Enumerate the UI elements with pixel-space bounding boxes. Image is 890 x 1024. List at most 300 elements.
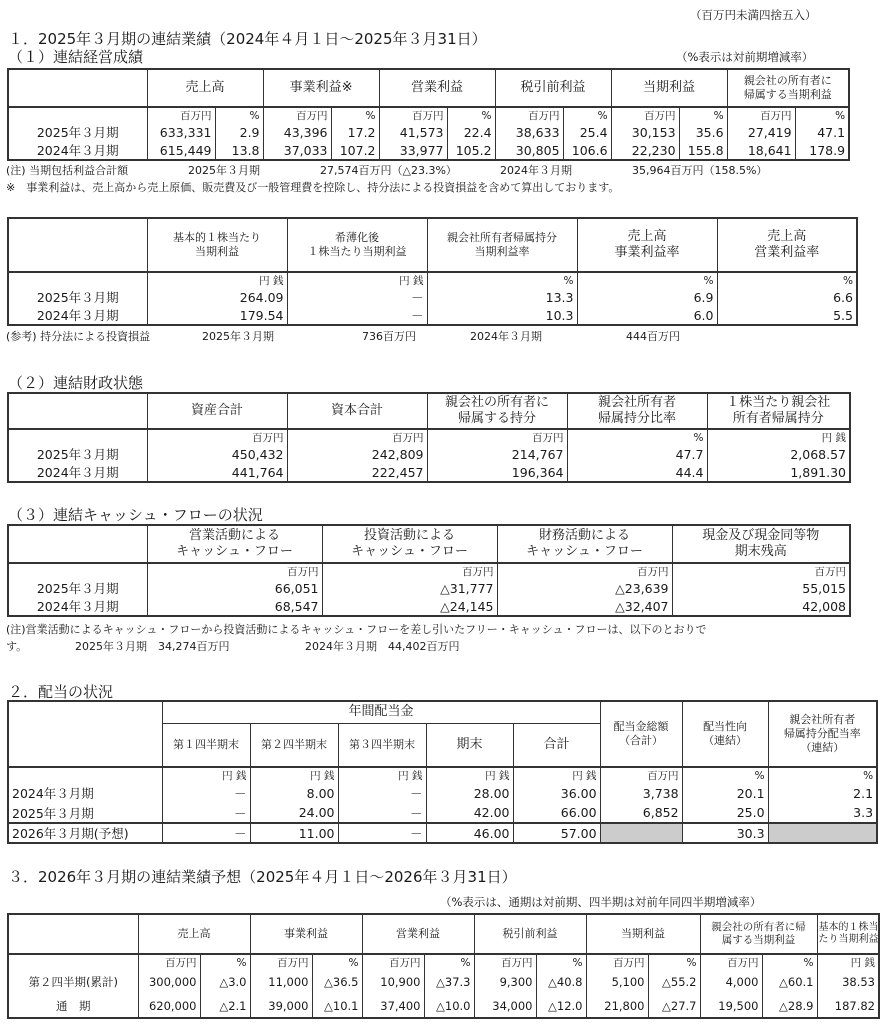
unit-cell: 百万円 — [427, 429, 567, 445]
col-header — [600, 701, 682, 767]
section3-pct-note: （%表示は、通期は対前期、四半期は対前年同四半期増減率） — [440, 895, 762, 909]
value-cell: 5.5 — [717, 306, 857, 325]
table-row — [8, 597, 850, 616]
corner-cell — [8, 393, 147, 429]
col-header-line: キャッシュ・フロー — [526, 544, 643, 559]
value-cell: 9,300 — [474, 970, 536, 994]
units-row — [8, 429, 850, 445]
value-cell: 39,000 — [250, 994, 312, 1018]
value-cell: 25.0 — [682, 803, 768, 823]
table-row — [8, 994, 879, 1018]
value-cell: △32,407 — [497, 597, 672, 616]
unit-cell: 百万円 — [600, 767, 682, 783]
value-cell: 37,033 — [263, 141, 331, 160]
col-header: 期末 — [426, 723, 513, 767]
unit-cell: % — [577, 272, 717, 288]
unit-cell: 百万円 — [362, 954, 424, 970]
per-share-ratio-table — [7, 217, 858, 326]
table-row — [8, 445, 850, 463]
value-cell: 6.9 — [577, 288, 717, 306]
value-cell: 300,000 — [138, 970, 200, 994]
col-header — [497, 525, 672, 563]
value-cell: 46.00 — [426, 823, 513, 843]
business-profit-note: ※ 事業利益は、売上高から売上原価、販売費及び一般管理費を控除し、持分法による投資損益を含めて算出しております。 — [6, 181, 620, 194]
cash-flow-table — [7, 524, 851, 617]
col-header — [707, 393, 850, 429]
col-header — [427, 218, 577, 272]
value-cell: 47.1 — [795, 123, 849, 141]
unit-cell: 百万円 — [495, 107, 563, 123]
row-label: 2025年３月期 — [8, 579, 147, 597]
blank-cell — [8, 272, 147, 288]
note-value: 27,574百万円（△23.3%） — [320, 164, 457, 177]
value-cell: 35.6 — [679, 123, 727, 141]
col-header: 当期利益 — [586, 914, 700, 954]
col-header: 合計 — [513, 723, 600, 767]
unit-cell: % — [312, 954, 362, 970]
value-cell: 107.2 — [331, 141, 379, 160]
value-cell: 4,000 — [700, 970, 762, 994]
col-header-line: 配当性向 — [703, 720, 748, 734]
col-header-line: 配当金総額 — [613, 720, 669, 734]
unit-cell: 百万円 — [672, 563, 850, 579]
col-header-line: 所有者帰属持分 — [732, 411, 824, 426]
sub3-title: （３）連結キャッシュ・フローの状況 — [8, 506, 263, 524]
col-header — [427, 393, 567, 429]
col-header-line: キャッシュ・フロー — [176, 544, 293, 559]
note-value: 736百万円 — [362, 330, 416, 343]
value-cell: △60.1 — [762, 970, 817, 994]
row-label: 2024年３月期 — [8, 783, 162, 803]
note-period: 2025年３月期 — [188, 164, 260, 177]
value-cell: 22.4 — [447, 123, 495, 141]
col-header-line: 帰属する当期利益 — [743, 88, 832, 101]
col-header-line: 売上高 — [767, 228, 807, 244]
row-label: 2024年３月期 — [8, 463, 147, 482]
unit-cell: % — [717, 272, 857, 288]
units-row — [8, 563, 850, 579]
unit-cell: 百万円 — [322, 563, 497, 579]
table-row — [8, 288, 857, 306]
col-header — [672, 525, 850, 563]
sub1-pct-note: （%表示は対前期増減率） — [676, 50, 814, 64]
corner-cell — [8, 914, 138, 954]
col-header-line: たり当期利益 — [818, 934, 879, 945]
table-row-forecast — [8, 823, 877, 843]
value-cell: 28.00 — [426, 783, 513, 803]
value-cell: 55,015 — [672, 579, 850, 597]
col-header-line: 基本的１株当たり — [173, 231, 261, 245]
value-cell: 25.4 — [563, 123, 611, 141]
unit-cell: % — [427, 272, 577, 288]
unit-cell: 百万円 — [700, 954, 762, 970]
equity-method-note-label: (参考) 持分法による投資損益 — [6, 330, 151, 343]
unit-cell: 円 銭 — [513, 767, 600, 783]
col-header-line: （合計） — [619, 734, 664, 747]
value-cell: 222,457 — [287, 463, 427, 482]
value-cell: 11,000 — [250, 970, 312, 994]
value-cell: 57.00 — [513, 823, 600, 843]
unit-cell: % — [795, 107, 849, 123]
value-cell: △12.0 — [536, 994, 586, 1018]
value-cell: 1,891.30 — [707, 463, 850, 482]
value-cell: 155.8 — [679, 141, 727, 160]
value-cell: 42.00 — [426, 803, 513, 823]
col-header-line: 現金及び現金同等物 — [702, 527, 820, 543]
unit-cell: % — [447, 107, 495, 123]
col-header-line: 親会社の所有者に — [444, 394, 549, 410]
col-header — [700, 914, 817, 954]
value-cell: 8.00 — [250, 783, 338, 803]
shaded-cell — [600, 823, 682, 843]
col-header-line: 帰属持分比率 — [597, 411, 676, 426]
free-cash-flow-2024: 2024年３月期 44,402百万円 — [305, 640, 460, 653]
col-header-line: 営業活動による — [188, 527, 280, 543]
unit-cell: 円 銭 — [287, 272, 427, 288]
unit-cell: % — [768, 767, 877, 783]
value-cell: 106.6 — [563, 141, 611, 160]
col-header — [147, 525, 322, 563]
value-cell: 441,764 — [147, 463, 287, 482]
table-header-row — [8, 914, 879, 954]
row-label: 2024年３月期 — [8, 597, 147, 616]
col-header-line: 期末残高 — [734, 544, 787, 559]
value-cell: 22,230 — [611, 141, 679, 160]
comprehensive-income-note-label: (注) 当期包括利益合計額 — [6, 164, 129, 177]
col-header-line: キャッシュ・フロー — [351, 544, 468, 559]
col-header: 第２四半期末 — [250, 723, 338, 767]
row-label: 2025年３月期 — [8, 803, 162, 823]
col-header-line: 事業利益率 — [614, 245, 680, 260]
units-row — [8, 767, 877, 783]
row-label: 2026年３月期(予想) — [8, 823, 162, 843]
rounding-note: （百万円未満四捨五入） — [690, 8, 817, 22]
value-cell: 214,767 — [427, 445, 567, 463]
table-row — [8, 970, 879, 994]
free-cash-flow-note-suffix: す。 — [6, 640, 28, 653]
col-header: 事業利益※ — [263, 69, 379, 107]
row-label: 通 期 — [8, 994, 138, 1018]
row-label: 第２四半期(累計) — [8, 970, 138, 994]
value-cell: △55.2 — [648, 970, 700, 994]
unit-cell: 百万円 — [263, 107, 331, 123]
col-header — [287, 218, 427, 272]
value-cell: － — [287, 306, 427, 325]
value-cell: 42,008 — [672, 597, 850, 616]
value-cell: 633,331 — [147, 123, 215, 141]
table-header-row — [8, 218, 857, 272]
value-cell: 620,000 — [138, 994, 200, 1018]
section2-title: ２．配当の状況 — [8, 683, 114, 701]
table-header-row — [8, 525, 850, 563]
unit-cell: 円 銭 — [250, 767, 338, 783]
value-cell: 17.2 — [331, 123, 379, 141]
unit-cell: % — [567, 429, 707, 445]
value-cell: 242,809 — [287, 445, 427, 463]
col-header-line: １株当たり当期利益 — [307, 245, 407, 258]
unit-cell: 百万円 — [379, 107, 447, 123]
col-header — [817, 914, 879, 954]
value-cell: 27,419 — [727, 123, 795, 141]
section1-title: １．2025年３月期の連結業績（2024年４月１日～2025年３月31日） — [8, 30, 487, 48]
col-header-line: （連結） — [800, 740, 845, 754]
value-cell: 5,100 — [586, 970, 648, 994]
value-cell: 66.00 — [513, 803, 600, 823]
financial-position-table — [7, 392, 851, 483]
value-cell: △40.8 — [536, 970, 586, 994]
corner-cell — [8, 69, 147, 107]
table-row — [8, 803, 877, 823]
value-cell: 41,573 — [379, 123, 447, 141]
value-cell: 30.3 — [682, 823, 768, 843]
unit-cell: 円 銭 — [162, 767, 250, 783]
unit-cell: 百万円 — [497, 563, 672, 579]
unit-cell: % — [536, 954, 586, 970]
table-row — [8, 579, 850, 597]
sub1-title: （１）連結経営成績 — [8, 48, 144, 66]
forecast-table — [7, 913, 880, 1019]
col-header-line: 属する当期利益 — [721, 934, 796, 946]
value-cell: 47.7 — [567, 445, 707, 463]
row-label: 2025年３月期 — [8, 123, 147, 141]
note-period: 2024年３月期 — [470, 330, 542, 343]
corner-cell — [8, 701, 162, 767]
unit-cell: 百万円 — [147, 107, 215, 123]
unit-cell: 百万円 — [147, 563, 322, 579]
corner-cell — [8, 218, 147, 272]
col-header: 資本合計 — [287, 393, 427, 429]
note-value: 444百万円 — [626, 330, 680, 343]
value-cell: 264.09 — [147, 288, 287, 306]
value-cell: 11.00 — [250, 823, 338, 843]
dividends-table — [7, 700, 878, 844]
value-cell: 196,364 — [427, 463, 567, 482]
table-row — [8, 123, 849, 141]
shaded-cell — [768, 823, 877, 843]
col-header: 第１四半期末 — [162, 723, 250, 767]
value-cell: 105.2 — [447, 141, 495, 160]
value-cell: 24.00 — [250, 803, 338, 823]
operating-results-table — [7, 68, 850, 161]
table-header-row — [8, 701, 877, 723]
unit-cell: % — [648, 954, 700, 970]
col-header: 営業利益 — [379, 69, 495, 107]
col-header-line: 親会社所有者 — [789, 713, 856, 727]
col-header-line: 当期利益 — [195, 245, 239, 258]
value-cell: 37,400 — [362, 994, 424, 1018]
unit-cell: % — [563, 107, 611, 123]
value-cell: △27.7 — [648, 994, 700, 1018]
table-row — [8, 463, 850, 482]
value-cell: 3.3 — [768, 803, 877, 823]
unit-cell: 百万円 — [250, 954, 312, 970]
value-cell: 38.53 — [817, 970, 879, 994]
value-cell: 2.1 — [768, 783, 877, 803]
value-cell: 44.4 — [567, 463, 707, 482]
col-header-line: 親会社所有者帰属持分 — [447, 231, 557, 245]
value-cell: 10,900 — [362, 970, 424, 994]
value-cell: 33,977 — [379, 141, 447, 160]
col-header: 税引前利益 — [474, 914, 586, 954]
col-header — [717, 218, 857, 272]
value-cell: 38,633 — [495, 123, 563, 141]
value-cell: 187.82 — [817, 994, 879, 1018]
value-cell: △23,639 — [497, 579, 672, 597]
col-header-line: 基本的１株当 — [818, 921, 879, 933]
value-cell: 2.9 — [215, 123, 263, 141]
col-header: 税引前利益 — [495, 69, 611, 107]
value-cell: 179.54 — [147, 306, 287, 325]
unit-cell: % — [215, 107, 263, 123]
col-header: 売上高 — [147, 69, 263, 107]
unit-cell: % — [200, 954, 250, 970]
col-header: 当期利益 — [611, 69, 727, 107]
col-header-line: 親会社の所有者に帰 — [711, 920, 806, 933]
col-header: 営業利益 — [362, 914, 474, 954]
value-cell: － — [338, 823, 426, 843]
corner-cell — [8, 525, 147, 563]
blank-cell — [8, 954, 138, 970]
value-cell: － — [162, 803, 250, 823]
table-row — [8, 141, 849, 160]
value-cell: 13.8 — [215, 141, 263, 160]
value-cell: － — [162, 823, 250, 843]
col-header — [322, 525, 497, 563]
value-cell: 3,738 — [600, 783, 682, 803]
unit-cell: 百万円 — [138, 954, 200, 970]
row-label: 2025年３月期 — [8, 288, 147, 306]
col-header-line: 当期利益率 — [474, 245, 530, 258]
value-cell: △31,777 — [322, 579, 497, 597]
col-header: 売上高 — [138, 914, 250, 954]
value-cell: △2.1 — [200, 994, 250, 1018]
blank-cell — [8, 429, 147, 445]
col-header — [567, 393, 707, 429]
annual-dividend-group-header: 年間配当金 — [162, 701, 600, 723]
value-cell: 178.9 — [795, 141, 849, 160]
value-cell: 36.00 — [513, 783, 600, 803]
col-header-line: 売上高 — [627, 228, 667, 244]
col-header-line: 親会社所有者 — [597, 394, 676, 410]
col-header — [727, 69, 849, 107]
col-header-line: 財務活動による — [538, 527, 630, 543]
note-period: 2024年３月期 — [500, 164, 572, 177]
units-row — [8, 272, 857, 288]
col-header — [768, 701, 877, 767]
value-cell: 34,000 — [474, 994, 536, 1018]
value-cell: 450,432 — [147, 445, 287, 463]
unit-cell: 円 銭 — [147, 272, 287, 288]
value-cell: － — [338, 783, 426, 803]
value-cell: △10.0 — [424, 994, 474, 1018]
value-cell: 6,852 — [600, 803, 682, 823]
unit-cell: 百万円 — [611, 107, 679, 123]
row-label: 2025年３月期 — [8, 445, 147, 463]
table-row — [8, 783, 877, 803]
row-label: 2024年３月期 — [8, 141, 147, 160]
value-cell: △36.5 — [312, 970, 362, 994]
col-header-line: 帰属持分配当率 — [783, 727, 861, 741]
unit-cell: 円 銭 — [707, 429, 850, 445]
blank-cell — [8, 563, 147, 579]
unit-cell: 円 銭 — [338, 767, 426, 783]
unit-cell: 百万円 — [147, 429, 287, 445]
unit-cell: % — [424, 954, 474, 970]
table-header-row — [8, 69, 849, 107]
col-header: 資産合計 — [147, 393, 287, 429]
unit-cell: 百万円 — [586, 954, 648, 970]
table-header-row — [8, 393, 850, 429]
col-header: 第３四半期末 — [338, 723, 426, 767]
units-row — [8, 107, 849, 123]
note-value: 35,964百万円（158.5%） — [632, 164, 768, 177]
unit-cell: 百万円 — [727, 107, 795, 123]
col-header-line: （連結） — [703, 734, 748, 747]
unit-cell: % — [762, 954, 817, 970]
col-header-line: １株当たり親会社 — [726, 394, 831, 410]
note-period: 2025年３月期 — [202, 330, 274, 343]
value-cell: 66,051 — [147, 579, 322, 597]
unit-cell: % — [679, 107, 727, 123]
value-cell: △37.3 — [424, 970, 474, 994]
col-header — [577, 218, 717, 272]
blank-cell — [8, 767, 162, 783]
value-cell: 21,800 — [586, 994, 648, 1018]
value-cell: 30,153 — [611, 123, 679, 141]
value-cell: 13.3 — [427, 288, 577, 306]
sub2-title: （２）連結財政状態 — [8, 374, 144, 392]
value-cell: － — [338, 803, 426, 823]
units-row — [8, 954, 879, 970]
col-header — [147, 218, 287, 272]
blank-cell — [8, 107, 147, 123]
col-header: 事業利益 — [250, 914, 362, 954]
table-row — [8, 306, 857, 325]
value-cell: 615,449 — [147, 141, 215, 160]
value-cell: △10.1 — [312, 994, 362, 1018]
value-cell: 18,641 — [727, 141, 795, 160]
col-header-line: 希薄化後 — [335, 231, 379, 245]
row-label: 2024年３月期 — [8, 306, 147, 325]
unit-cell: 円 銭 — [817, 954, 879, 970]
unit-cell: % — [682, 767, 768, 783]
value-cell: △3.0 — [200, 970, 250, 994]
value-cell: － — [162, 783, 250, 803]
value-cell: 43,396 — [263, 123, 331, 141]
unit-cell: 百万円 — [287, 429, 427, 445]
free-cash-flow-2025: 2025年３月期 34,274百万円 — [75, 640, 230, 653]
value-cell: 19,500 — [700, 994, 762, 1018]
unit-cell: 円 銭 — [426, 767, 513, 783]
section3-title: ３．2026年３月期の連結業績予想（2025年４月１日～2026年３月31日） — [8, 868, 517, 886]
value-cell: △24,145 — [322, 597, 497, 616]
value-cell: △28.9 — [762, 994, 817, 1018]
col-header-line: 帰属する持分 — [457, 411, 536, 426]
unit-cell: % — [331, 107, 379, 123]
col-header-line: 営業利益率 — [754, 245, 820, 260]
value-cell: 2,068.57 — [707, 445, 850, 463]
value-cell: 6.0 — [577, 306, 717, 325]
value-cell: 68,547 — [147, 597, 322, 616]
value-cell: － — [287, 288, 427, 306]
col-header-line: 投資活動による — [363, 527, 455, 543]
value-cell: 30,805 — [495, 141, 563, 160]
col-header — [682, 701, 768, 767]
value-cell: 6.6 — [717, 288, 857, 306]
col-header-line: 親会社の所有者に — [743, 74, 832, 88]
value-cell: 10.3 — [427, 306, 577, 325]
free-cash-flow-note: (注)営業活動によるキャッシュ・フローから投資活動によるキャッシュ・フローを差し引いたフリー・キャッシュ・フローは、以下のとおりで — [6, 623, 707, 636]
